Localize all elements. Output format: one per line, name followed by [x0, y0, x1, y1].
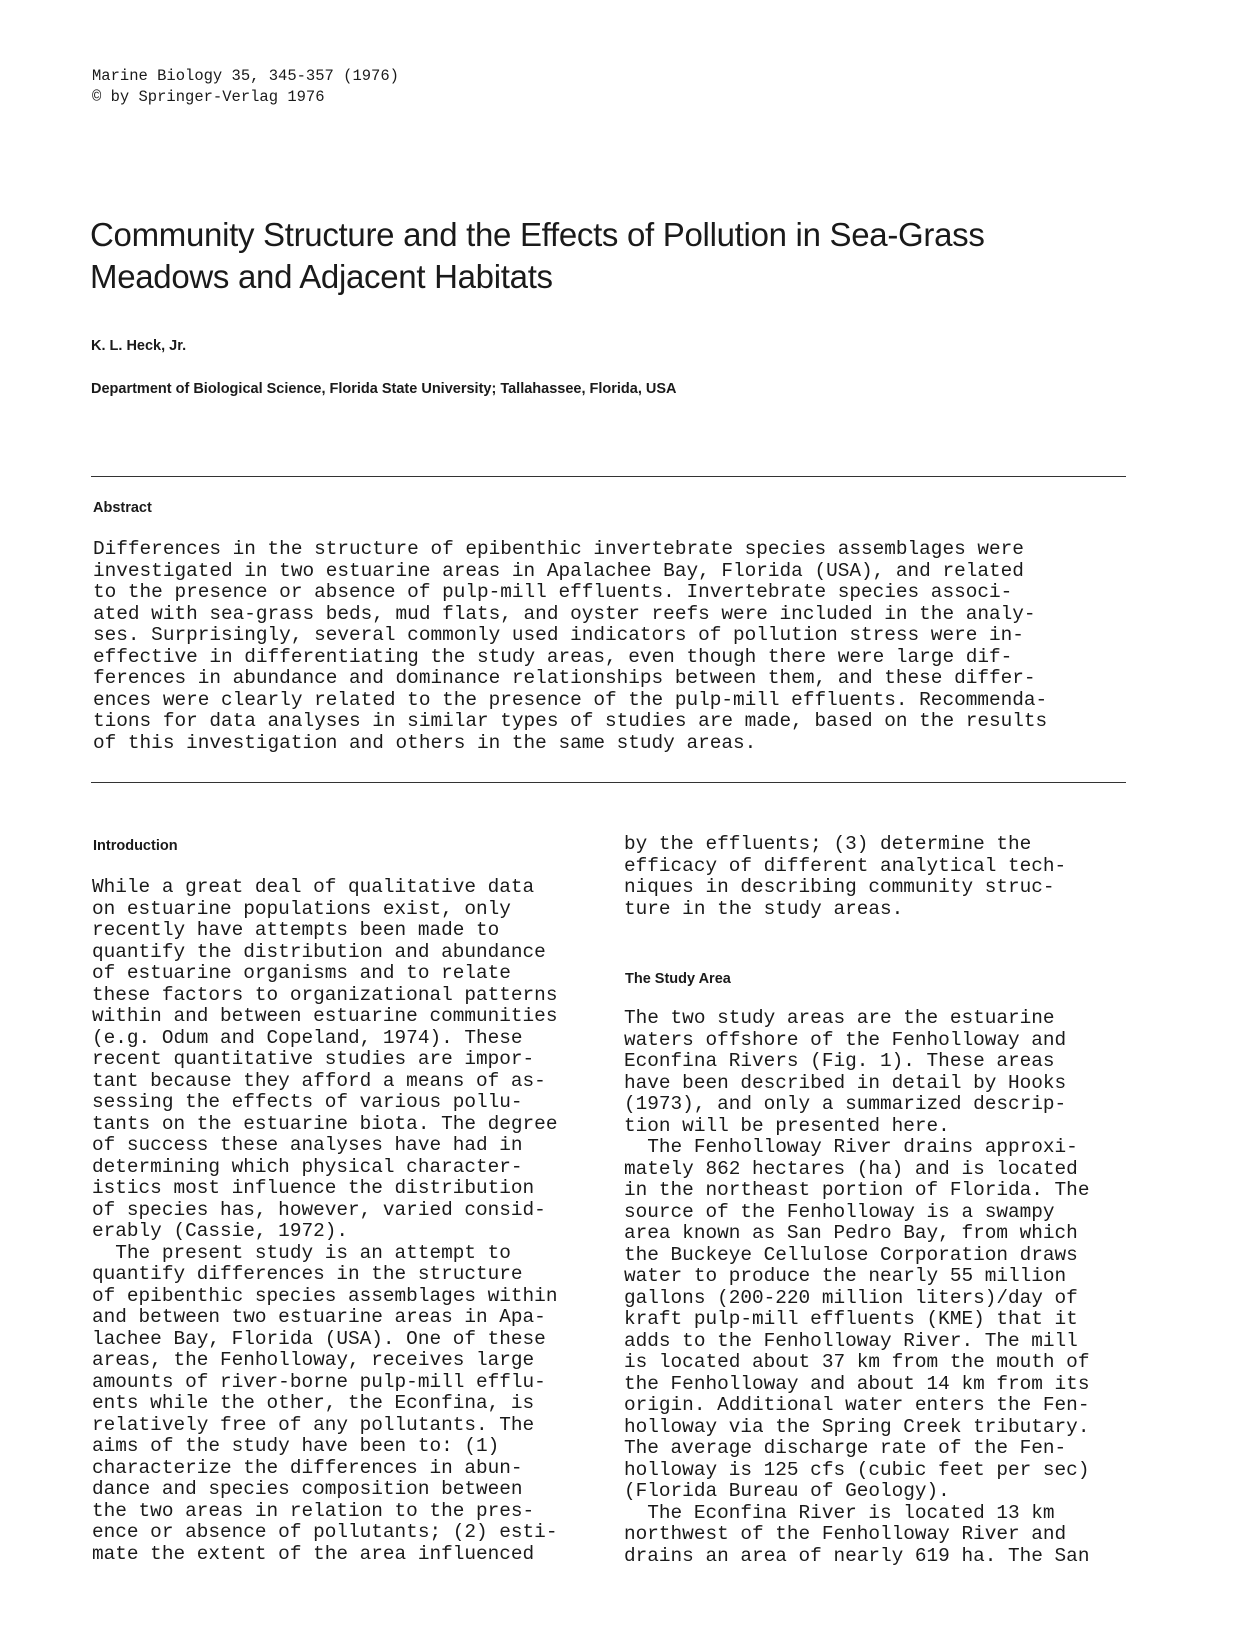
text-line: (1973), and only a summarized descrip-: [624, 1093, 1067, 1115]
text-line: of estuarine organisms and to relate: [92, 962, 511, 984]
text-line: aims of the study have been to: (1): [92, 1435, 500, 1457]
text-line: characterize the differences in abun-: [92, 1456, 523, 1479]
text-line: ture in the study areas.: [624, 897, 904, 920]
abstract-top-rule: [91, 476, 1126, 477]
text-line: of success these analyses have had in: [92, 1134, 523, 1156]
abstract-line: ences were clearly related to the presence of the pulp-mill effluents. Recommenda-: [93, 688, 1048, 711]
introduction-text: [92, 877, 557, 1565]
text-line: holloway is 125 cfs (cubic feet per sec): [624, 1458, 1090, 1481]
text-line: (Florida Bureau of Geology).: [624, 1480, 950, 1502]
title-line: Community Structure and the Effects of Pollution in Sea-Grass: [90, 216, 985, 253]
text-line: of epibenthic species assemblages within: [92, 1284, 558, 1307]
abstract-line: of this investigation and others in the same study areas.: [93, 731, 757, 754]
journal-citation: Marine Biology 35, 345-357 (1976): [92, 67, 399, 85]
text-line: kraft pulp-mill effluents (KME) that it: [624, 1308, 1078, 1330]
text-line: the Buckeye Cellulose Corporation draws: [624, 1243, 1078, 1266]
text-line: on estuarine populations exist, only: [92, 897, 511, 920]
text-line: quantify the distribution and abundance: [92, 940, 546, 963]
abstract-line: ated with sea-grass beds, mud flats, and oyster reefs were included in the analy-: [93, 602, 1036, 625]
text-line: erably (Cassie, 1972).: [92, 1220, 348, 1242]
text-line: While a great deal of qualitative data: [92, 876, 535, 898]
text-line: by the effluents; (3) determine the: [624, 833, 1032, 855]
text-line: water to produce the nearly 55 million: [624, 1265, 1067, 1287]
author-affiliation: Department of Biological Science, Florida State University; Tallahassee, Florida, USA: [91, 381, 677, 397]
text-line: within and between estuarine communities: [92, 1005, 558, 1027]
text-line: of species has, however, varied consid-: [92, 1198, 546, 1221]
text-line: the Fenholloway and about 14 km from its: [624, 1372, 1090, 1395]
text-line: tion will be presented here.: [624, 1114, 950, 1137]
text-line: these factors to organizational patterns: [92, 983, 558, 1006]
text-line: determining which physical character-: [92, 1155, 523, 1178]
text-line: quantify differences in the structure: [92, 1263, 523, 1285]
text-line: northwest of the Fenholloway River and: [624, 1523, 1067, 1545]
text-line: recently have attempts been made to: [92, 919, 500, 941]
text-line: have been described in detail by Hooks: [624, 1071, 1067, 1094]
abstract-line: tions for data analyses in similar types of studies are made, based on the results: [93, 710, 1048, 732]
text-line: mately 862 hectares (ha) and is located: [624, 1157, 1078, 1180]
text-line: tants on the estuarine biota. The degree: [92, 1112, 558, 1135]
text-line: The average discharge rate of the Fen-: [624, 1437, 1067, 1459]
abstract-line: Differences in the structure of epibenthic invertebrate species assemblages were: [93, 538, 1024, 560]
abstract-line: to the presence or absence of pulp-mill effluents. Invertebrate species associ-: [93, 581, 1013, 603]
title-line: Meadows and Adjacent Habitats: [90, 258, 553, 295]
text-line: area known as San Pedro Bay, from which: [624, 1222, 1078, 1244]
text-line: ents while the other, the Econfina, is: [92, 1392, 535, 1414]
text-line: drains an area of nearly 619 ha. The San: [624, 1544, 1090, 1567]
text-line: Econfina Rivers (Fig. 1). These areas: [624, 1050, 1055, 1072]
abstract-line: ferences in abundance and dominance relationships between them, and these differ-: [93, 667, 1036, 689]
text-line: and between two estuarine areas in Apa-: [92, 1306, 546, 1328]
text-line: relatively free of any pollutants. The: [92, 1413, 535, 1436]
text-line: holloway via the Spring Creek tributary.: [624, 1415, 1090, 1438]
text-line: The Fenholloway River drains approxi-: [624, 1136, 1078, 1158]
text-line: efficacy of different analytical tech-: [624, 854, 1067, 877]
study-area-heading: The Study Area: [625, 971, 731, 987]
abstract-text: [93, 539, 1047, 754]
copyright-notice: © by Springer-Verlag 1976: [92, 88, 325, 106]
text-line: The present study is an attempt to: [92, 1241, 511, 1264]
abstract-line: ses. Surprisingly, several commonly used indicators of pollution stress were in-: [93, 624, 1024, 646]
text-line: origin. Additional water enters the Fen-: [624, 1394, 1090, 1416]
text-line: ence or absence of pollutants; (2) esti-: [92, 1521, 558, 1543]
text-line: recent quantitative studies are impor-: [92, 1048, 535, 1070]
text-line: lachee Bay, Florida (USA). One of these: [92, 1327, 546, 1350]
text-line: (e.g. Odum and Copeland, 1974). These: [92, 1026, 523, 1049]
text-line: areas, the Fenholloway, receives large: [92, 1349, 535, 1371]
text-line: dance and species composition between: [92, 1478, 523, 1500]
introduction-heading: Introduction: [93, 838, 178, 854]
text-line: niques in describing community struc-: [624, 876, 1055, 898]
text-line: the two areas in relation to the pres-: [92, 1499, 535, 1522]
text-line: waters offshore of the Fenholloway and: [624, 1028, 1067, 1051]
text-line: The two study areas are the estuarine: [624, 1007, 1055, 1029]
text-line: sessing the effects of various pollu-: [92, 1091, 523, 1113]
author-name: K. L. Heck, Jr.: [91, 338, 187, 354]
text-line: mate the extent of the area influenced: [92, 1542, 535, 1565]
article-title: [90, 214, 985, 298]
text-line: gallons (200-220 million liters)/day of: [624, 1286, 1078, 1309]
text-line: source of the Fenholloway is a swampy: [624, 1200, 1055, 1223]
text-line: The Econfina River is located 13 km: [624, 1501, 1055, 1524]
abstract-heading: Abstract: [93, 500, 152, 516]
abstract-bottom-rule: [91, 782, 1126, 783]
abstract-line: effective in differentiating the study areas, even though there were large dif-: [93, 645, 1013, 668]
journal-citation-block: [92, 66, 399, 108]
text-line: amounts of river-borne pulp-mill efflu-: [92, 1370, 546, 1393]
introduction-continued-text: [624, 834, 1066, 920]
text-line: tant because they afford a means of as-: [92, 1069, 546, 1092]
study-area-text: [624, 1008, 1089, 1567]
abstract-line: investigated in two estuarine areas in Apalachee Bay, Florida (USA), and related: [93, 559, 1024, 582]
text-line: adds to the Fenholloway River. The mill: [624, 1329, 1078, 1352]
text-line: istics most influence the distribution: [92, 1177, 535, 1199]
text-line: in the northeast portion of Florida. The: [624, 1179, 1090, 1201]
text-line: is located about 37 km from the mouth of: [624, 1351, 1090, 1373]
